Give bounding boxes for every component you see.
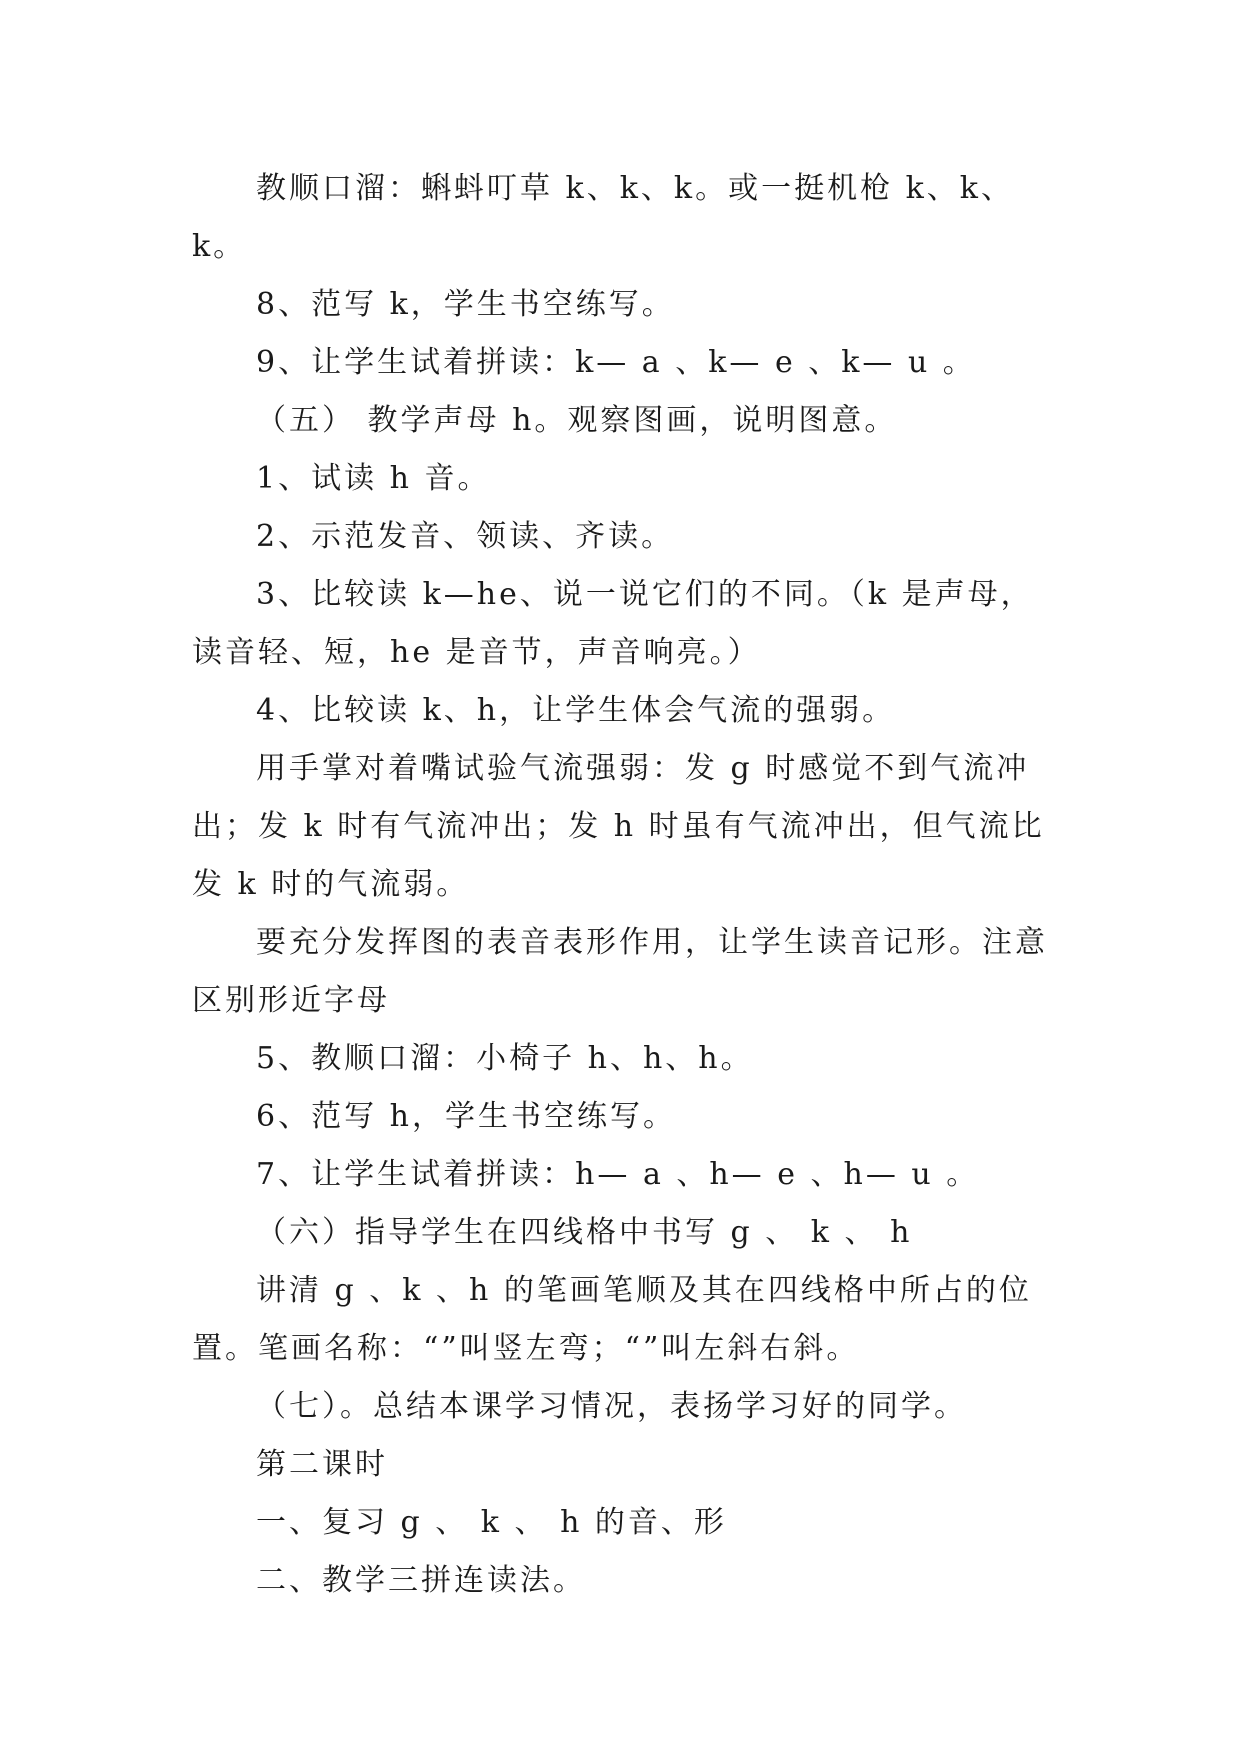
paragraph: 二、教学三拼连读法。 bbox=[256, 1563, 586, 1598]
section-heading: （七）。总结本课学习情况，表扬学习好的同学。 bbox=[256, 1389, 967, 1424]
document-body bbox=[192, 160, 1062, 1610]
section-heading: （六）指导学生在四线格中书写 g 、 k 、 h bbox=[256, 1215, 913, 1250]
paragraph: 6、范写 h，学生书空练写。 bbox=[256, 1099, 676, 1134]
paragraph: 要充分发挥图的表音表形作用，让学生读音记形。注意区别形近字母 bbox=[192, 925, 1048, 1018]
section-heading: （五） 教学声母 h。观察图画，说明图意。 bbox=[256, 403, 898, 438]
paragraph: 2、示范发音、领读、齐读。 bbox=[256, 519, 675, 554]
paragraph: 用手掌对着嘴试验气流强弱：发 g 时感觉不到气流冲出；发 k 时有气流冲出；发 h 时虽有气流冲出，但气流比发 k 时的气流弱。 bbox=[192, 751, 1045, 902]
paragraph: 3、比较读 k—he、说一说它们的不同。（k 是声母，读音轻、短，he 是音节，声音响亮。） bbox=[192, 577, 1034, 670]
lesson-heading: 第二课时 bbox=[256, 1447, 388, 1482]
paragraph: 讲清 g 、k 、h 的笔画笔顺及其在四线格中所占的位置。笔画名称：“”叫竖左弯；“”叫左斜右斜。 bbox=[192, 1273, 1032, 1366]
paragraph: 7、让学生试着拼读：h— a 、h— e 、h— u 。 bbox=[256, 1157, 980, 1192]
paragraph: 一、复习 g 、 k 、 h 的音、形 bbox=[256, 1505, 727, 1540]
paragraph: 4、比较读 k、h，让学生体会气流的强弱。 bbox=[256, 693, 896, 728]
paragraph: 5、教顺口溜：小椅子 h、h、h。 bbox=[256, 1041, 754, 1076]
paragraph: 1、试读 h 音。 bbox=[256, 461, 491, 496]
paragraph: 9、让学生试着拼读：k— a 、k— e 、k— u 。 bbox=[256, 345, 976, 380]
paragraph: 教顺口溜：蝌蚪叮草 k、k、k。或一挺机枪 k、k、k。 bbox=[192, 171, 1014, 264]
paragraph: 8、范写 k，学生书空练写。 bbox=[256, 287, 675, 322]
